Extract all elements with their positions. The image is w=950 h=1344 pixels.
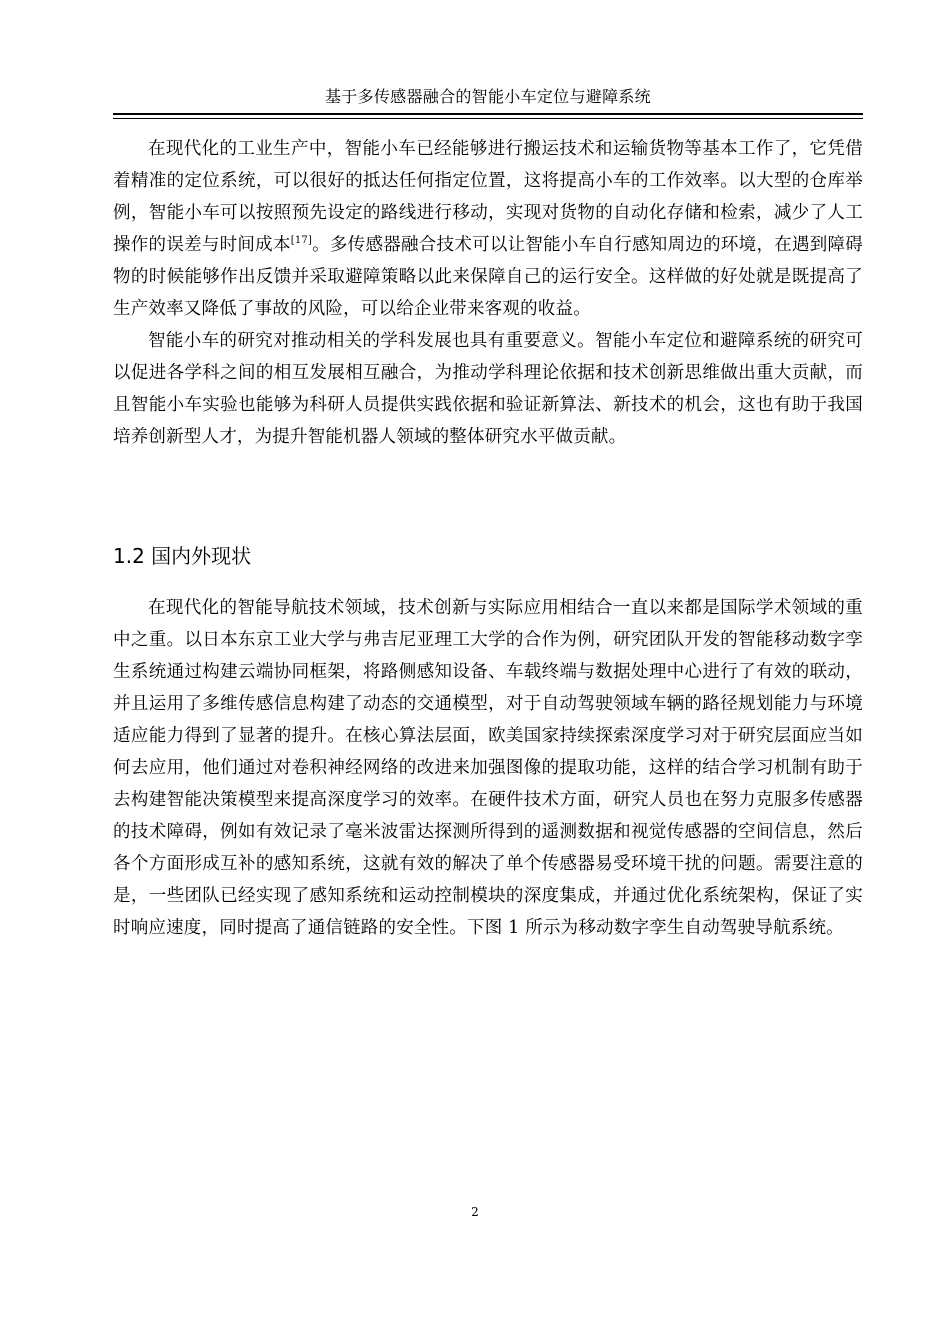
section-heading: 1.2 国内外现状 [113,544,252,568]
header-rule-thick [113,113,863,115]
paragraph-text: 在现代化的工业生产中，智能小车已经能够进行搬运技术和运输货物等基本工作了，它凭借着精准的定位系统，可以很好的抵达任何指定位置，这将提高小车的工作效率。以大型的仓库举例，智能小车可以按照预先设定的路线进行移动，实现对货物的自动化存储和检索，减少了人工操作的误差与时间成本 [113,139,863,255]
page-number: 2 [471,1205,479,1219]
running-header: 基于多传感器融合的智能小车定位与避障系统 [324,87,651,106]
section-status-body [113,592,863,944]
section-significance-body [113,133,863,453]
paragraph-industrial-application [113,133,863,325]
paragraph-text: 。多传感器融合技术可以让智能小车自行感知周边的环境，在遇到障碍物的时候能够作出反馈并采取避障策略以此来保障自己的运行安全。这样做的好处就是既提高了生产效率又降低了事故的风险，可以给企业带来客观的收益。 [113,235,864,319]
paragraph-research-significance: 智能小车的研究对推动相关的学科发展也具有重要意义。智能小车定位和避障系统的研究可以促进各学科之间的相互发展相互融合，为推动学科理论依据和技术创新思维做出重大贡献，而且智能小车实验也能够为科研人员提供实践依据和验证新算法、新技术的机会，这也有助于我国培养创新型人才，为提升智能机器人领域的整体研究水平做贡献。 [113,331,863,447]
citation-marker: [17] [290,235,313,247]
header-rule-thin [113,118,863,119]
paragraph-domestic-foreign-status: 在现代化的智能导航技术领域，技术创新与实际应用相结合一直以来都是国际学术领域的重中之重。以日本东京工业大学与弗吉尼亚理工大学的合作为例，研究团队开发的智能移动数字孪生系统通过构建云端协同框架，将路侧感知设备、车载终端与数据处理中心进行了有效的联动，并且运用了多维传感信息构建了动态的交通模型，对于自动驾驶领域车辆的路径规划能力与环境适应能力得到了显著的提升。在核心算法层面，欧美国家持续探索深度学习对于研究层面应当如何去应用，他们通过对卷积神经网络的改进来加强图像的提取功能，这样的结合学习机制有助于去构建智能决策模型来提高深度学习的效率。在硬件技术方面，研究人员也在努力克服多传感器的技术障碍，例如有效记录了毫米波雷达探测所得到的遥测数据和视觉传感器的空间信息，然后各个方面形成互补的感知系统，这就有效的解决了单个传感器易受环境干扰的问题。需要注意的是，一些团队已经实现了感知系统和运动控制模块的深度集成，并通过优化系统架构，保证了实时响应速度，同时提高了通信链路的安全性。下图 1 所示为移动数字孪生自动驾驶导航系统。 [113,598,863,938]
